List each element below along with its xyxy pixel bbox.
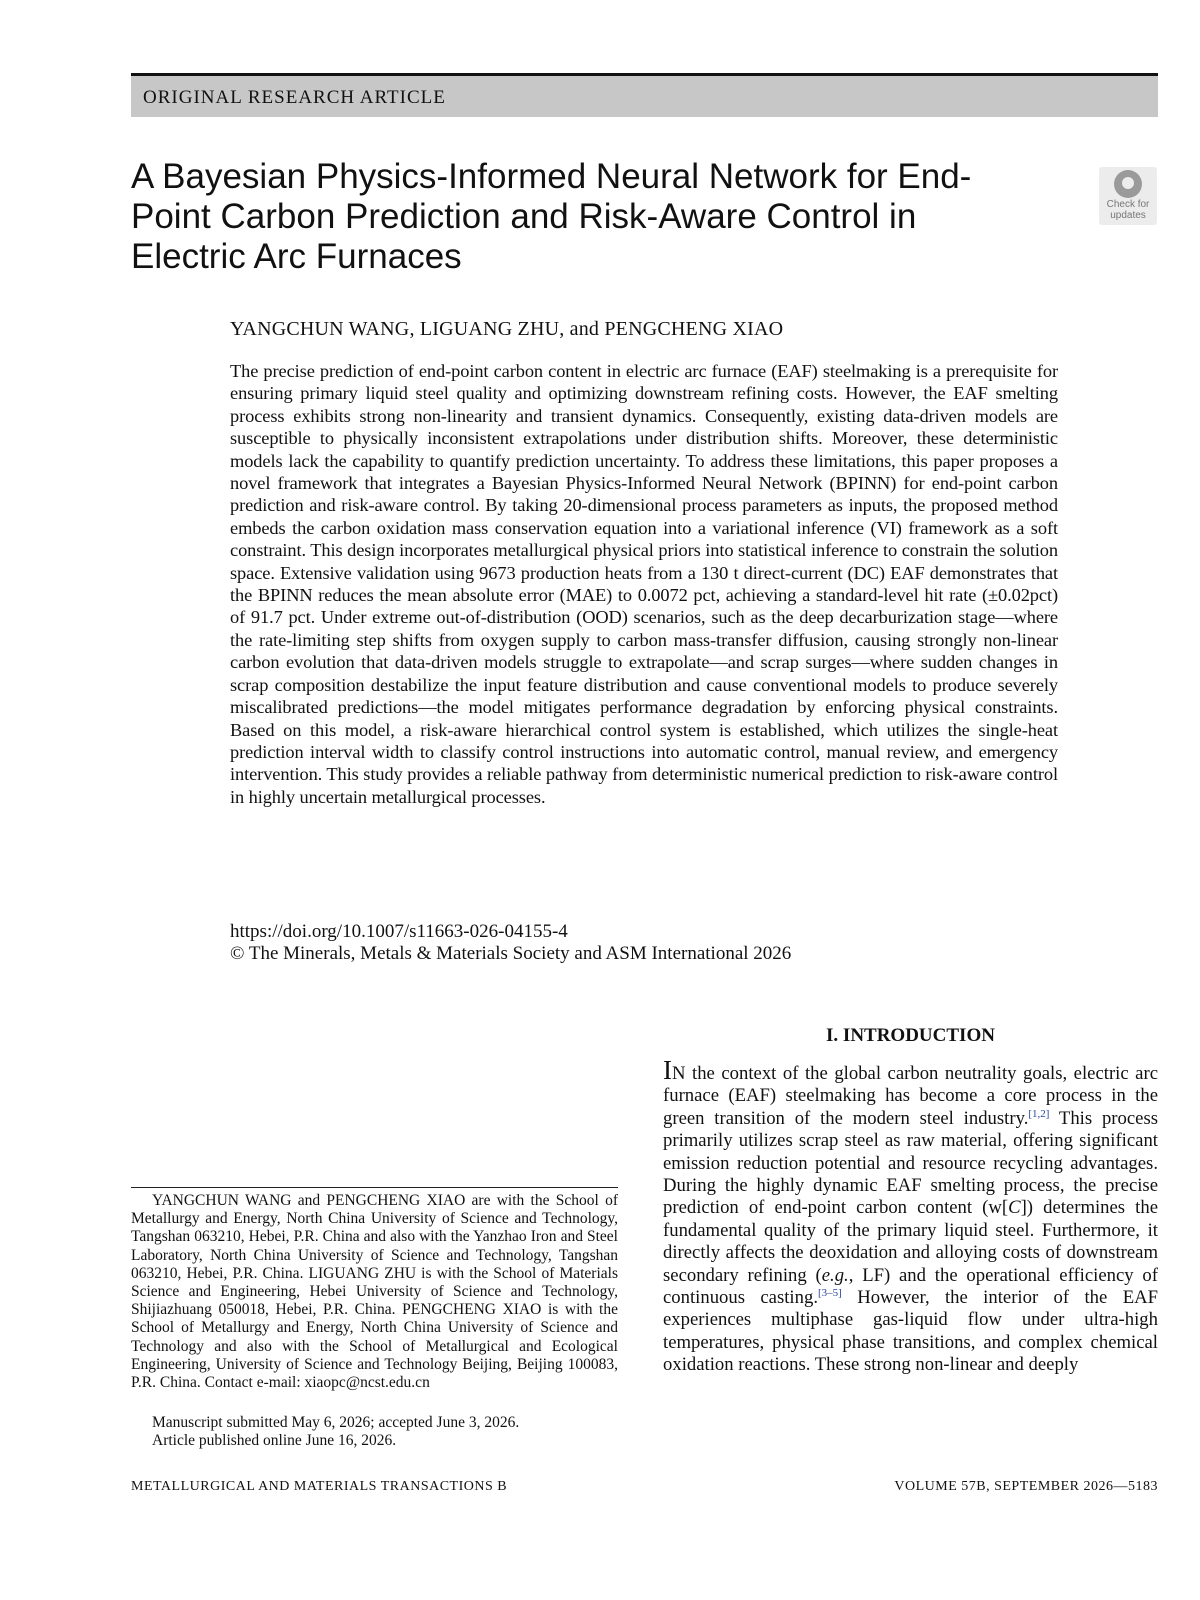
- author-list: YANGCHUN WANG, LIGUANG ZHU, and PENGCHENG XIAO: [230, 318, 784, 340]
- journal-name-footer: METALLURGICAL AND MATERIALS TRANSACTIONS B: [131, 1479, 508, 1494]
- section-label-bar: [131, 73, 1158, 117]
- drop-cap: I: [663, 1055, 672, 1085]
- article-title: A Bayesian Physics-Informed Neural Network for End-Point Carbon Prediction and Risk-Aware Control in Electric Arc Furnaces: [131, 157, 972, 276]
- section-label: ORIGINAL RESEARCH ARTICLE: [143, 87, 446, 108]
- check-for-updates-icon: [1114, 170, 1142, 198]
- abstract: The precise prediction of end-point carbon content in electric arc furnace (EAF) steelmaking is a prerequisite for ensuring primary liquid steel quality and optimizing downstream refining costs. However, the EAF smelting process exhibits strong non-linearity and transient dynamics. Consequently, existing data-driven models are susceptible to physically inconsistent extrapolations under distribution shifts. Moreover, these deterministic models lack the capability to quantify prediction uncertainty. To address these limitations, this paper proposes a novel framework that integrates a Bayesian Physics-Informed Neural Network (BPINN) for end-point carbon prediction and risk-aware control. By taking 20-dimensional process parameters as inputs, the proposed method embeds the carbon oxidation mass conservation equation into a variational inference (VI) framework as a soft constraint. This design incorporates metallurgical physical priors into statistical inference to constrain the solution space. Extensive validation using 9673 production heats from a 130 t direct-current (DC) EAF demonstrates that the BPINN reduces the mean absolute error (MAE) to 0.0072 pct, achieving a standard-level hit rate (±0.02pct) of 91.7 pct. Under extreme out-of-distribution (OOD) scenarios, such as the deep decarburization stage—where the rate-limiting step shifts from oxygen supply to carbon mass-transfer diffusion, causing strongly non-linear carbon evolution that data-driven models struggle to extrapolate—and scrap surges—where sudden changes in scrap composition destabilize the input feature distribution and cause conventional models to produce severely miscalibrated predictions—the model mitigates performance degradation by enforcing physical constraints. Based on this model, a risk-aware hierarchical control system is established, which utilizes the single-heat prediction interval width to classify control instructions into automatic control, manual review, and emergency intervention. This study provides a reliable pathway from deterministic numerical prediction to risk-aware control in highly uncertain metallurgical processes.: [230, 361, 1058, 807]
- intro-text-5: However, the interior of the EAF experiences multiphase gas-liquid flow under ultra-high temperatures, physical phase transitions, and complex chemical oxidation reactions. These strong non-linear and deeply: [663, 1287, 1158, 1376]
- citation-ref-2[interactable]: [3–5]: [818, 1286, 842, 1299]
- volume-page-footer: VOLUME 57B, SEPTEMBER 2026—5183: [894, 1479, 1158, 1494]
- footnote-divider: [131, 1187, 618, 1188]
- check-for-updates-line1: Check for: [1106, 199, 1150, 210]
- check-for-updates-line2: updates: [1110, 210, 1146, 221]
- check-for-updates-badge[interactable]: [1099, 167, 1157, 225]
- citation-ref-1[interactable]: [1,2]: [1028, 1107, 1050, 1120]
- intro-text-1: N the context of the global carbon neutrality goals, electric arc furnace (EAF) steelmaking has become a core process in the green transition of the modern steel industry.: [663, 1063, 1158, 1129]
- intro-text-3: ]) determines the fundamental quality of the primary liquid steel. Furthermore, it directly affects the deoxidation and alloying costs of downstream secondary refining (: [663, 1197, 1158, 1286]
- introduction-paragraph: [663, 1055, 1158, 1377]
- author-affiliations-footnote: YANGCHUN WANG and PENGCHENG XIAO are with the School of Metallurgy and Energy, North China University of Science and Technology, Tangshan 063210, Hebei, P.R. China and also with the Yanzhao Iron and Steel Laboratory, North China University of Science and Technology, Tangshan 063210, Hebei, P.R. China. LIGUANG ZHU is with the School of Materials Science and Engineering, Hebei University of Science and Technology, Shijiazhuang 050018, Hebei, P.R. China. PENGCHENG XIAO is with the School of Metallurgy and Energy, North China University of Science and Technology and also with the School of Metallurgical and Ecological Engineering, University of Science and Technology Beijing, Beijing 100083, P.R. China. Contact e-mail: xiaopc@ncst.edu.cn: [131, 1192, 618, 1392]
- intro-text-2: This process primarily utilizes scrap steel as raw material, offering significant emission reduction potential and resource recycling advantages. During the highly dynamic EAF smelting process, the precise prediction of end-point carbon content (w[: [663, 1107, 1158, 1219]
- published-date: Article published online June 16, 2026.: [152, 1432, 397, 1450]
- introduction-heading: I. INTRODUCTION: [826, 1025, 995, 1046]
- doi-link[interactable]: https://doi.org/10.1007/s11663-026-04155-4: [230, 921, 568, 942]
- copyright-notice: © The Minerals, Metals & Materials Society and ASM International 2026: [230, 943, 792, 964]
- eg-abbrev: e.g.: [821, 1264, 849, 1286]
- submitted-date: Manuscript submitted May 6, 2026; accepted June 3, 2026.: [152, 1414, 520, 1431]
- carbon-symbol: C: [1008, 1197, 1021, 1219]
- intro-text-4: , LF) and the operational efficiency of continuous casting.: [663, 1264, 1158, 1309]
- manuscript-dates: [152, 1414, 519, 1450]
